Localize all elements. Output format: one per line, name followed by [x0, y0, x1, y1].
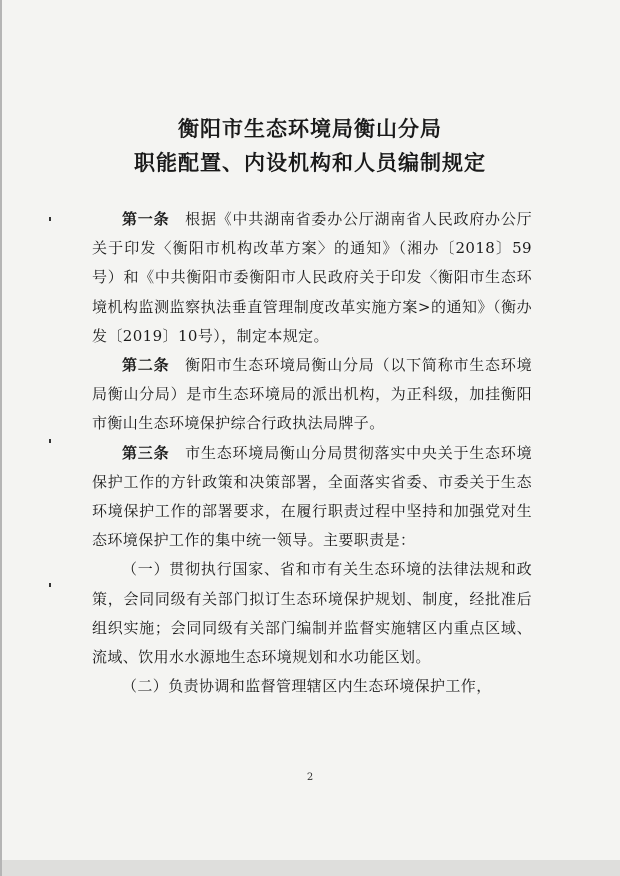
article-1	[92, 205, 532, 351]
article-text: 根据《中共湖南省委办公厅湖南省人民政府办公厅关于印发〈衡阳市机构改革方案〉的通知》（湘办〔2018〕59号）和《中共衡阳市委衡阳市人民政府关于印发〈衡阳市生态环境机构监测监察执法垂直管理制度改革实施方案>的通知》（衡办发〔2019〕10号），制定本规定。	[92, 210, 533, 345]
article-text: 衡阳市生态环境局衡山分局（以下简称市生态环境局衡山分局）是市生态环境局的派出机构，为正科级，加挂衡阳市衡山生态环境保护综合行政执法局牌子。	[92, 356, 533, 433]
duty-item-2	[92, 672, 532, 701]
duty-text: （一）贯彻执行国家、省和市有关生态环境的法律法规和政策，会同同级有关部门拟订生态环境保护规划、制度，经批准后组织实施；会同同级有关部门编制并监督实施辖区内重点区域、流域、饮用水水源地生态环境规划和水功能区划。	[92, 560, 532, 667]
margin-mark	[49, 439, 51, 443]
margin-mark	[49, 217, 51, 221]
article-2	[92, 351, 532, 439]
article-3	[92, 439, 532, 556]
document-body	[92, 205, 532, 701]
document-title-line-2: 职能配置、内设机构和人员编制规定	[134, 150, 486, 175]
article-keyword: 第三条	[122, 443, 170, 462]
article-keyword: 第一条	[122, 210, 170, 228]
document-title-line-1: 衡阳市生态环境局衡山分局	[178, 116, 442, 141]
page-number: 2	[306, 772, 314, 783]
scan-edge	[0, 860, 620, 876]
duty-text: （二）负责协调和监督管理辖区内生态环境保护工作，	[122, 677, 492, 696]
scan-edge	[0, 0, 2, 876]
duty-item-1	[92, 555, 532, 672]
article-text: 市生态环境局衡山分局贯彻落实中央关于生态环境保护工作的方针政策和决策部署，全面落实省委、市委关于生态环境保护工作的部署要求，在履行职责过程中坚持和加强党对生态环境保护工作的集中统一领导。主要职责是：	[92, 443, 533, 550]
margin-mark	[49, 583, 51, 587]
article-keyword: 第二条	[122, 356, 170, 375]
